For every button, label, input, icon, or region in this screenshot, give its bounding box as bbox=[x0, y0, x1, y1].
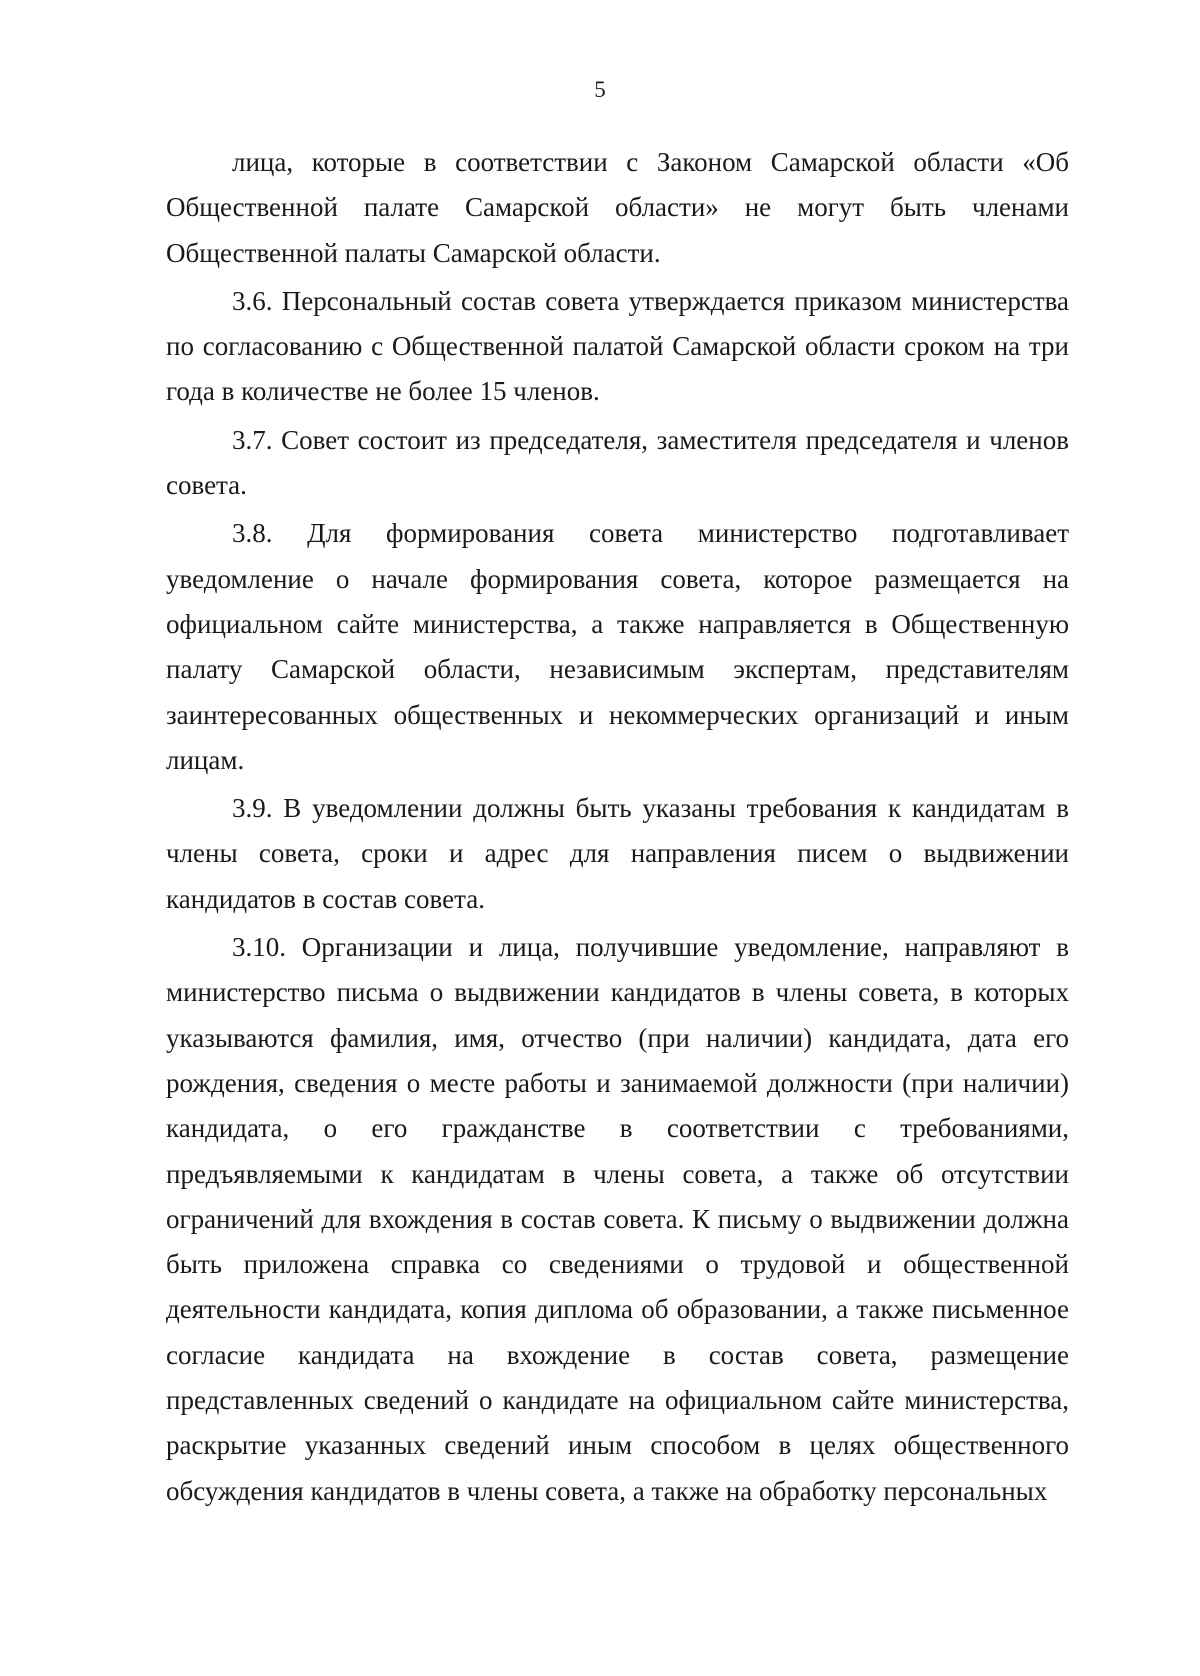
paragraph-3-7: 3.7. Совет состоит из председателя, заместителя председателя и членов совета. bbox=[166, 424, 1069, 501]
page-number: 5 bbox=[594, 77, 606, 102]
document-body bbox=[166, 140, 1069, 1514]
paragraph-3-5-continuation: лица, которые в соответствии с Законом Самарской области «Об Общественной палате Самарской области» не могут быть членами Общественной палаты Самарской области. bbox=[166, 147, 1069, 268]
paragraph-3-6: 3.6. Персональный состав совета утверждается приказом министерства по согласованию с Общественной палатой Самарской области сроком на три года в количестве не более 15 членов. bbox=[166, 285, 1069, 407]
paragraph-3-9: 3.9. В уведомлении должны быть указаны требования к кандидатам в члены совета, сроки и адрес для направления писем о выдвижении кандидатов в состав совета. bbox=[166, 793, 1069, 914]
paragraph-3-8: 3.8. Для формирования совета министерство подготавливает уведомление о начале формирования совета, которое размещается на официальном сайте министерства, а также направляется в Общественную палату Самарской области, независимым экспертам, представителям заинтересованных общественных и некоммерческих организаций и иным лицам. bbox=[166, 518, 1069, 775]
paragraph-3-10: 3.10. Организации и лица, получившие уведомление, направляют в министерство письма о выдвижении кандидатов в члены совета, в которых указываются фамилия, имя, отчество (при наличии) кандидата, дата его рождения, сведения о месте работы и занимаемой должности (при наличии) кандидата, о его гражданстве в соответствии с требованиями, предъявляемыми к кандидатам в члены совета, а также об отсутствии ограничений для вхождения в состав совета. К письму о выдвижении должна быть приложена справка со сведениями о трудовой и общественной деятельности кандидата, копия диплома об образовании, а также письменное согласие кандидата на вхождение в состав совета, размещение представленных сведений о кандидате на официальном сайте министерства, раскрытие указанных сведений иным способом в целях общественного обсуждения кандидатов в члены совета, а также на обработку персональных bbox=[166, 932, 1069, 1506]
